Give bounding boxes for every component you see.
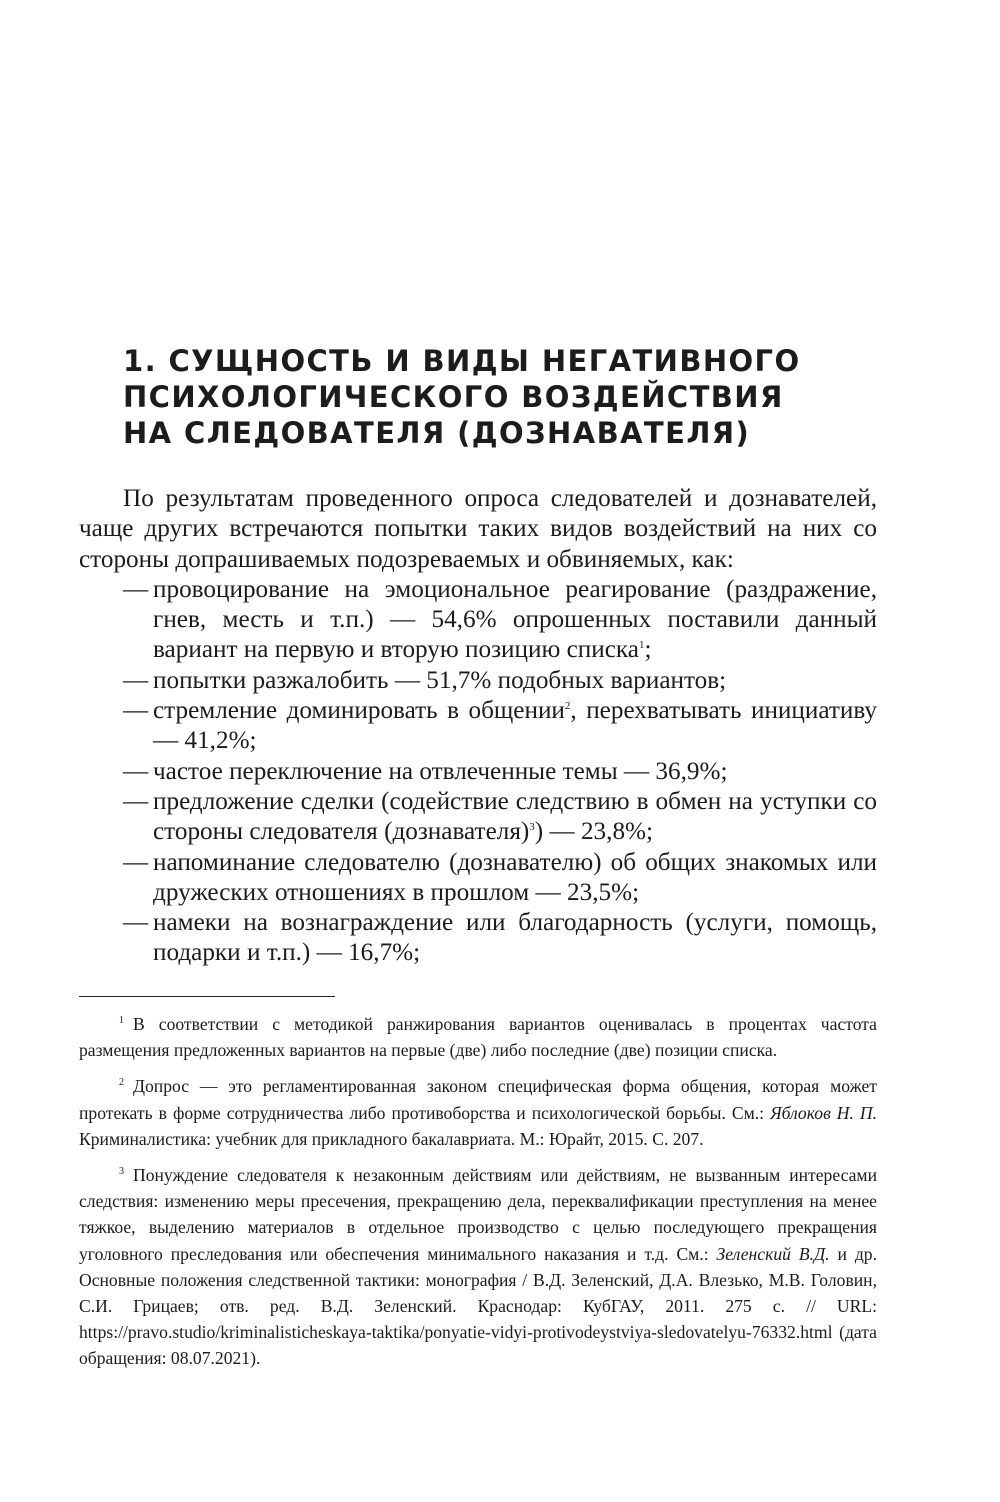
section-heading [123, 343, 843, 451]
footnote-ref[interactable]: 3 [529, 821, 535, 834]
dash-marker: — [123, 575, 149, 603]
body-text [79, 484, 877, 969]
footnote-text: В соответствии с методикой ранжирования вариантов оценивалась в процентах частота размещения предложенных вариантов на первые (две) либо последние (две) позиции списка. [79, 1014, 877, 1061]
heading-line-1: 1. СУЩНОСТЬ И ВИДЫ НЕГАТИВНОГО [123, 344, 801, 378]
list-item [79, 908, 877, 969]
footnote-2 [79, 1073, 877, 1152]
list-item [79, 696, 877, 757]
footnote-separator [79, 996, 335, 997]
list-item [79, 848, 877, 909]
footnote-number: 3 [119, 1166, 124, 1178]
list-item [79, 666, 877, 696]
list-item-text-tail: ; [644, 636, 652, 664]
footnote-citation: и др. Основные положения следственной тактики: монография / В.Д. Зеленский, Д.А. Влезько, М.В. Головин, С.И. Грицаев; отв. ред. В.Д. Зеленский. Краснодар: КубГАУ, 2011. 275 с. // URL: https://pravo.studio/kriminalisticheskaya-taktika/ponyatie-vidyi-protivodeystviya-sledovatelyu-76332.html (дата обращения: 08.07.2021). [79, 1243, 878, 1369]
list-item-text: попытки разжалобить — 51,7% подобных вариантов; [153, 666, 727, 694]
dash-marker: — [123, 757, 149, 785]
heading-line-2: ПСИХОЛОГИЧЕСКОГО ВОЗДЕЙСТВИЯ [123, 380, 784, 414]
list-item-text: провоцирование на эмоциональное реагирование (раздражение, гнев, месть и т.п.) — 54,6% опрошенных поставили данный вариант на первую и вторую позицию списка [153, 575, 877, 664]
list-item [79, 757, 877, 787]
footnote-text: Допрос — это регламентированная законом специфическая форма общения, которая может протекать в форме сотрудничества либо противоборства и психологической борьбы. См.: [79, 1076, 877, 1123]
footnote-number: 1 [119, 1015, 124, 1026]
footnotes [79, 1011, 877, 1382]
list-item-text: намеки на вознаграждение или благодарность (услуги, помощь, подарки и т.п.) — 16,7%; [153, 909, 877, 967]
list-item [79, 575, 877, 666]
footnote-ref[interactable]: 1 [638, 639, 645, 652]
footnote-author: Зеленский В.Д. [716, 1243, 830, 1264]
footnote-citation: Криминалистика: учебник для прикладного бакалавриата. М.: Юрайт, 2015. С. 207. [79, 1128, 704, 1149]
list-item-text: напоминание следователю (дознавателю) об общих знакомых или дружеских отношениях в прошлом — 23,5%; [153, 848, 877, 906]
footnote-3 [79, 1162, 877, 1372]
list-item-text-tail: ) — 23,8%; [534, 818, 654, 846]
footnote-text: Понуждение следователя к незаконным действиям или действиям, не вызванным интересами следствия: изменению меры пресечения, прекращению дела, переквалификации преступления на менее тяжкое, выделению материалов в отдельное производство с целью последующего прекращения уголовного преследования или обеспечения минимального наказания и т.д. См.: [79, 1165, 877, 1264]
intro-paragraph: По результатам проведенного опроса следователей и дознавателей, чаще других встречаются попытки таких видов воздействий на них со стороны допрашиваемых подозреваемых и обвиняемых, как: [79, 485, 877, 573]
list-item-text: частое переключение на отвлеченные темы — 36,9%; [153, 757, 728, 785]
dash-marker: — [123, 666, 149, 694]
list-item-text: стремление доминировать в общении [153, 697, 565, 725]
footnote-ref[interactable]: 2 [564, 700, 571, 713]
dash-marker: — [123, 848, 149, 876]
list-item-text-tail: , перехватывать инициативу — 41,2%; [153, 697, 877, 755]
footnote-author: Яблоков Н. П. [770, 1102, 877, 1123]
influence-list [79, 575, 877, 969]
list-item-text: предложение сделки (содействие следствию в обмен на уступки со стороны следователя (дознавателя) [153, 787, 877, 846]
list-item [79, 787, 877, 848]
footnote-number: 2 [119, 1077, 124, 1089]
dash-marker: — [123, 909, 149, 937]
dash-marker: — [123, 697, 149, 725]
heading-line-3: НА СЛЕДОВАТЕЛЯ (ДОЗНАВАТЕЛЯ) [123, 416, 751, 450]
dash-marker: — [123, 787, 149, 815]
footnote-1 [79, 1011, 877, 1063]
